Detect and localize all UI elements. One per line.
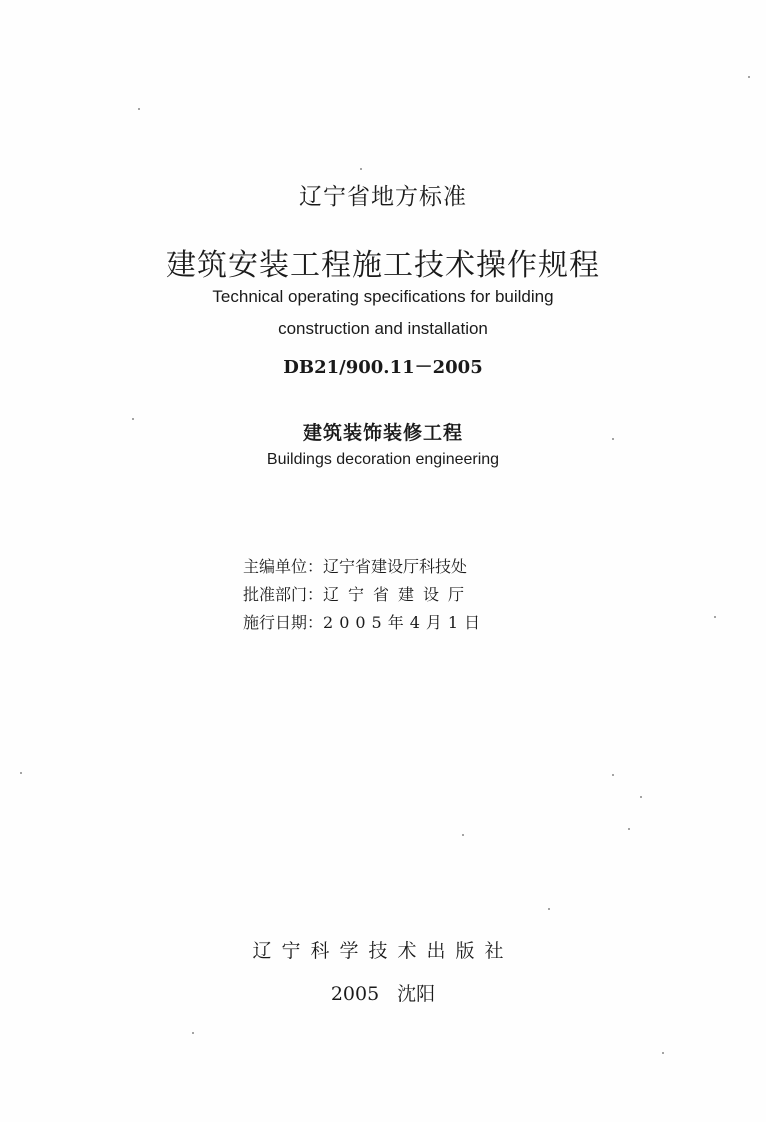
scan-speck: [192, 1032, 194, 1034]
scan-speck: [628, 828, 630, 830]
publication-line: [0, 979, 766, 1006]
standard-code: DB21/900.11－2005: [283, 357, 483, 378]
approver-label: 批准部门：: [243, 585, 324, 604]
approver-value: 辽宁省建设厅: [323, 585, 474, 604]
publication-city: 沈阳: [397, 983, 436, 1005]
scan-speck: [360, 168, 362, 170]
scan-speck: [612, 438, 614, 440]
scan-speck: [640, 796, 642, 798]
scan-speck: [132, 418, 134, 420]
scan-speck: [612, 774, 614, 776]
english-title-line-1: Technical operating specifications for building: [212, 287, 554, 306]
part-title: 建筑装饰装修工程: [302, 422, 463, 444]
scan-speck: [20, 772, 22, 774]
effective-date-row: [243, 610, 486, 633]
publisher-name: 辽宁科学技术出版社: [252, 940, 514, 962]
english-title-line-2: construction and installation: [278, 319, 488, 338]
scan-speck: [748, 76, 750, 78]
effective-date-label: 施行日期：: [243, 613, 324, 632]
scan-speck: [714, 616, 716, 618]
standard-type: 辽宁省地方标准: [299, 184, 467, 210]
effective-date-value: 2005年4月1日: [323, 613, 487, 632]
editor-label: 主编单位：: [243, 557, 324, 576]
scan-speck: [662, 1052, 664, 1054]
editor-row: [243, 554, 467, 577]
part-title-english: Buildings decoration engineering: [266, 451, 500, 468]
approver-row: [243, 582, 473, 605]
scan-speck: [548, 908, 550, 910]
editor-value: 辽宁省建设厅科技处: [323, 557, 468, 576]
publication-year: 2005: [330, 983, 380, 1005]
scan-speck: [462, 834, 464, 836]
document-title: 建筑安装工程施工技术操作规程: [166, 248, 600, 283]
scan-speck: [138, 108, 140, 110]
